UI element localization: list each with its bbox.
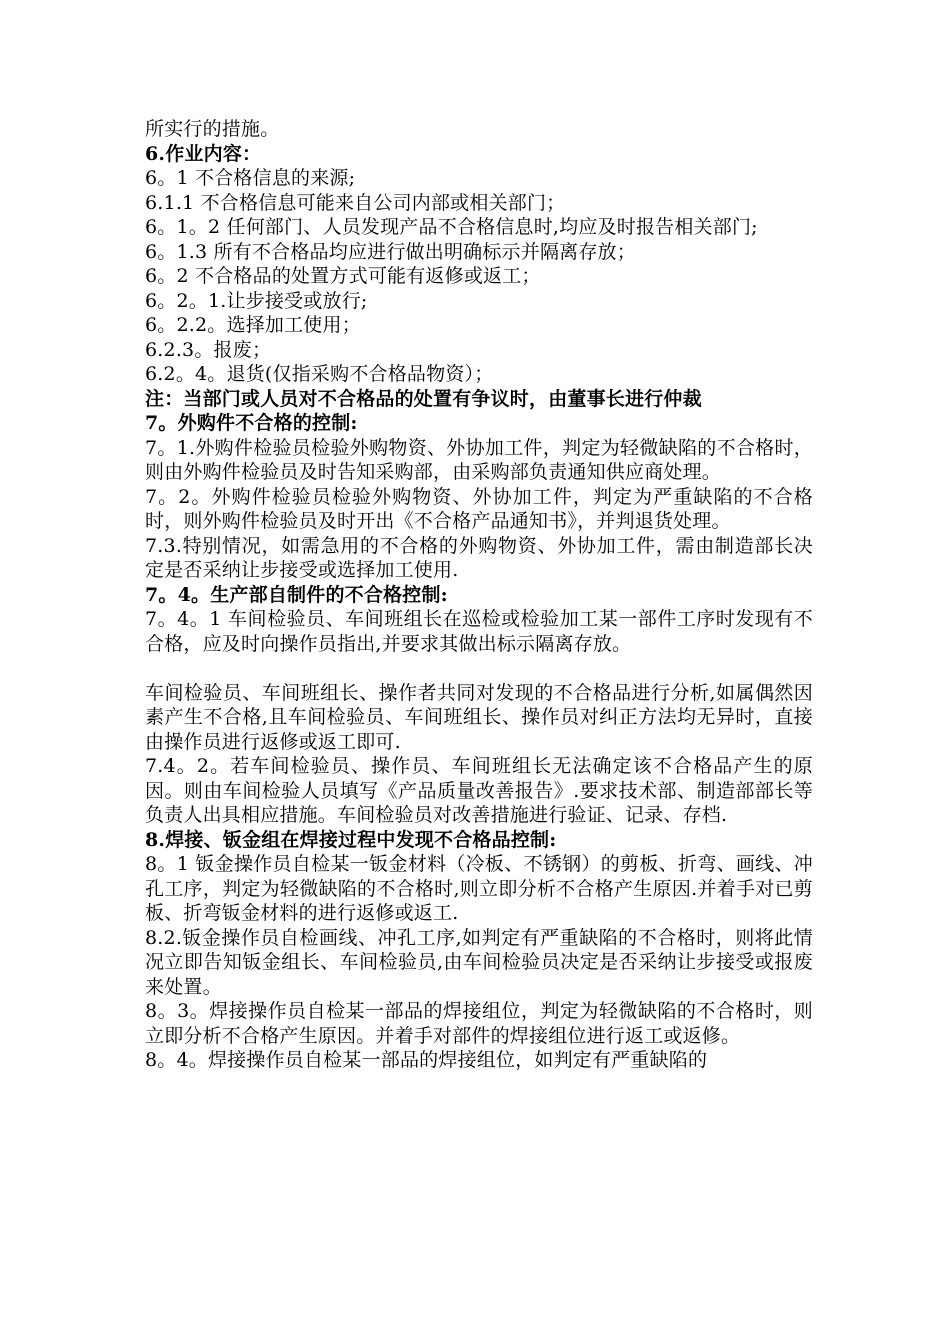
paragraph: 8。4。焊接操作员自检某一部品的焊接组位，如判定有严重缺陷的 xyxy=(145,1049,708,1071)
paragraph: 6.2。4。退货(仅指采购不合格品物资）； xyxy=(145,363,494,385)
section-heading: 8.焊接、钣金组在焊接过程中发现不合格品控制: xyxy=(145,828,557,851)
paragraph: 7.4。2。若车间检验员、操作员、车间班组长无法确定该不合格品产生的原因。则由车间检验人员填写《产品质量改善报告》.要求技术部、制造部部长等负责人出具相应措施。车间检验员对改善措施进行验证、记录、存档. xyxy=(145,755,813,826)
paragraph: 7。2。外购件检验员检验外购物资、外协加工件，判定为严重缺陷的不合格时，则外购件检验员及时开出《不合格产品通知书》，并判退货处理。 xyxy=(145,485,813,532)
blank-line xyxy=(145,656,813,681)
paragraph: 7。1.外购件检验员检验外购物资、外协加工件，判定为轻微缺陷的不合格时，则由外购件检验员及时告知采购部，由采购部负责通知供应商处理。 xyxy=(145,436,813,483)
paragraph: 8。3。焊接操作员自检某一部品的焊接组位，判定为轻微缺陷的不合格时，则立即分析不合格产生原因。并着手对部件的焊接组位进行返工或返修。 xyxy=(145,1000,813,1047)
paragraph: 6。1.3 所有不合格品均应进行做出明确标示并隔离存放； xyxy=(145,240,636,263)
paragraph: 8。1 钣金操作员自检某一钣金材料（冷板、不锈钢）的剪板、折弯、画线、冲孔工序，判定为轻微缺陷的不合格时,则立即分析不合格产生原因.并着手对已剪板、折弯钣金材料的进行返修或返工. xyxy=(145,853,813,924)
document-body xyxy=(145,117,813,1073)
paragraph: 6。2.2。选择加工使用； xyxy=(145,314,361,336)
paragraph: 6。2。1.让步接受或放行; xyxy=(145,289,368,312)
section-heading: 6.作业内容： xyxy=(145,142,262,165)
section-heading: 7。4。生产部自制件的不合格控制: xyxy=(145,583,448,606)
paragraph: 8.2.钣金操作员自检画线、冲孔工序,如判定有严重缺陷的不合格时，则将此情况立即告知钣金组长、车间检验员,由车间检验员决定是否采纳让步接受或报废来处置。 xyxy=(145,926,813,998)
paragraph: 7。4。1 车间检验员、车间班组长在巡检或检验加工某一部件工序时发现有不合格，应及时向操作员指出,并要求其做出标示隔离存放。 xyxy=(145,608,813,655)
paragraph: 6.2.3。报废； xyxy=(145,338,272,361)
paragraph: 6。2 不合格品的处置方式可能有返修或返工； xyxy=(145,265,541,287)
section-heading: 7。外购件不合格的控制: xyxy=(145,412,358,434)
paragraph: 6.1.1 不合格信息可能来自公司内部或相关部门； xyxy=(145,191,566,214)
paragraph: 6。1 不合格信息的来源; xyxy=(145,167,356,189)
paragraph: 7.3.特别情况，如需急用的不合格的外购物资、外协加工件，需由制造部长决定是否采纳让步接受或选择加工使用. xyxy=(145,534,813,581)
paragraph: 6。1。2 任何部门、人员发现产品不合格信息时,均应及时报告相关部门; xyxy=(145,216,758,238)
paragraph: 所实行的措施。 xyxy=(145,118,280,140)
paragraph: 车间检验员、车间班组长、操作者共同对发现的不合格品进行分析,如属偶然因素产生不合格,且车间检验员、车间班组长、操作员对纠正方法均无异时，直接由操作员进行返修或返工即可. xyxy=(145,681,813,753)
note-heading: 注：当部门或人员对不合格品的处置有争议时，由董事长进行仲裁 xyxy=(145,387,702,410)
